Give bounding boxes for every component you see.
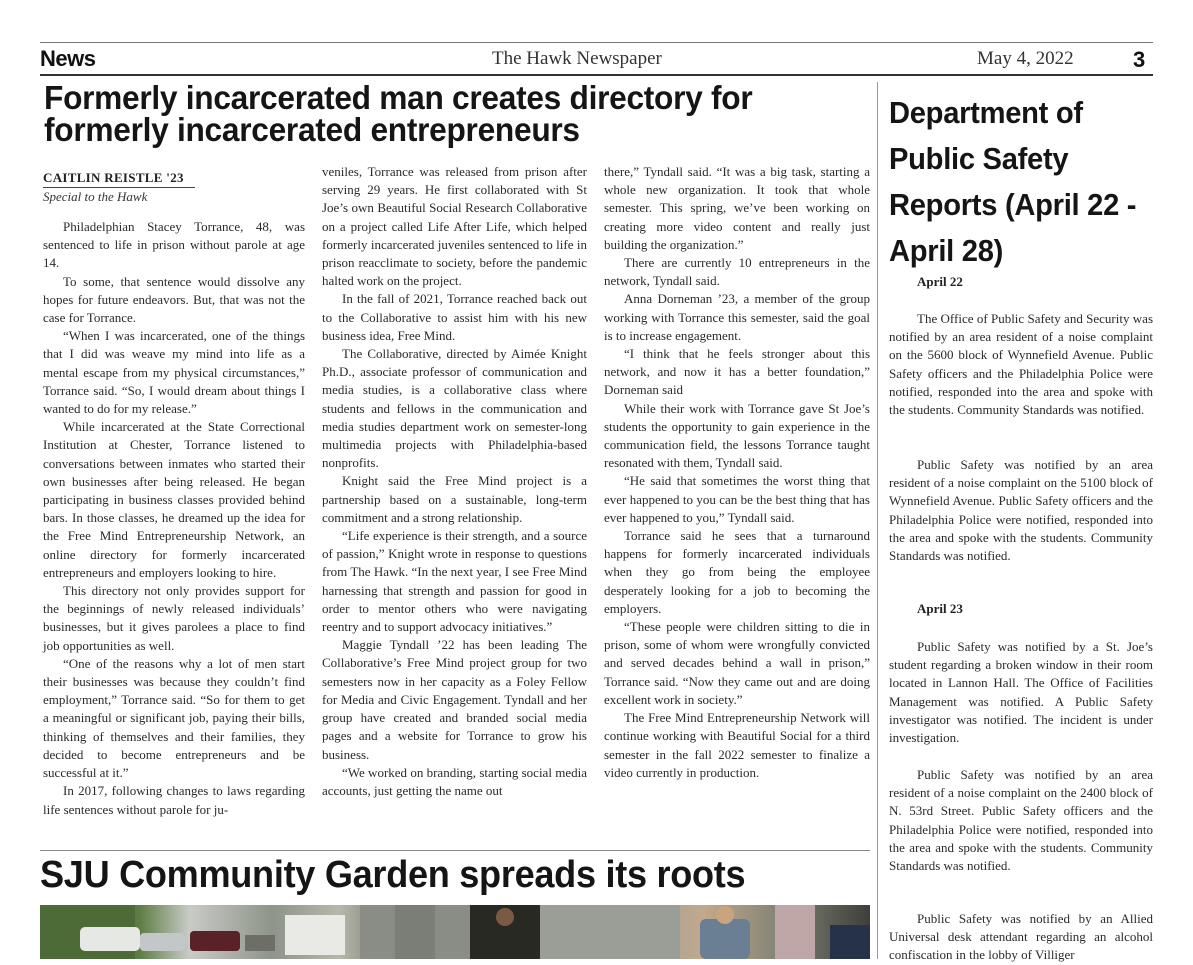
- issue-date: May 4, 2022: [977, 48, 1074, 69]
- paragraph: There are currently 10 entrepreneurs in the network, Tyndall said.: [604, 255, 870, 289]
- paragraph: “Life experience is their strength, and a source of passion,” Knight wrote in response to questions from The Hawk. “In the next year, I see Free Mind harnessing that strength and passion for good in order to mentor others who were navigating reentry and to support advocacy initiatives.”: [322, 528, 587, 635]
- report-item: [889, 910, 1153, 965]
- report-text: Public Safety was notified by a St. Joe’s student regarding a broken window in their room located in Lannon Hall. The Office of Facilities Management was notified. A Public Safety investigator was notified. The incident is under investigation.: [889, 639, 1153, 746]
- report-text: Public Safety was notified by an area resident of a noise complaint on the 2400 block of N. 53rd Street. Public Safety officers and the Philadelphia Police were notified, responded into the area and spoke with the students. Community Standards was notified.: [889, 767, 1153, 874]
- paragraph: While incarcerated at the State Correctional Institution at Chester, Torrance listened to conversations between inmates who started their own businesses after being released. He began participating in business classes provided behind bars. In those classes, he dreamed up the idea for the Free Mind Entrepreneurship Network, an online directory for formerly incarcerated entrepreneurs and employers looking to hire.: [43, 419, 305, 580]
- report-text: Public Safety was notified by an Allied Universal desk attendant regarding an alcohol confiscation in the lobby of Villiger: [889, 911, 1153, 963]
- report-text: Public Safety was notified by an area resident of a noise complaint on the 5100 block of Wynnefield Avenue. Public Safety officers and the Philadelphia Police were notified, responded into the area and spoke with the students. Community Standards was notified.: [889, 457, 1153, 564]
- paragraph: While their work with Torrance gave St Joe’s students the opportunity to gain experience in the communication field, the lessons Torrance taught resonated with them, Tyndall said.: [604, 400, 870, 471]
- paragraph: Knight said the Free Mind project is a partnership based on a sustainable, long-term commitment and a strong relationship.: [322, 473, 587, 525]
- paragraph: Maggie Tyndall ’22 has been leading The Collaborative’s Free Mind project group for two semesters now in her capacity as a Foley Fellow for Media and Civic Engagement. Tyndall and her group have created and branded social media pages and a website for Torrance to grow his business.: [322, 637, 587, 762]
- column-divider: [877, 82, 878, 959]
- report-text: The Office of Public Safety and Security was notified by an area resident of a noise complaint on the 5600 block of Wynnefield Avenue. Public Safety officers and the Philadelphia Police were notified, responded into the area and spoke with the students. Community Standards was notified.: [889, 311, 1153, 418]
- top-rule: [40, 42, 1153, 43]
- paragraph: “These people were children sitting to die in prison, some of whom were wrongfully convicted and served decades behind a wall in prison,” Torrance said. “Now they came out and are doing excellent work in society.”: [604, 619, 870, 707]
- report-date: April 22: [917, 274, 963, 289]
- report-item: [889, 456, 1153, 565]
- paragraph: This directory not only provides support for the beginnings of newly released individuals’ businesses, but it gives parolees a place to find job opportunities as well.: [43, 583, 305, 653]
- paragraph: “He said that sometimes the worst thing that ever happened to you can be the best thing that has ever happened to you,” Tyndall said.: [604, 473, 870, 525]
- header-rule: [40, 74, 1153, 76]
- report-item: [889, 310, 1153, 419]
- garden-photo-image: [40, 905, 870, 959]
- newspaper-name: The Hawk Newspaper: [492, 48, 662, 69]
- paragraph-continued: veniles, Torrance was released from prison after serving 29 years. He first collaborated with St Joe’s own Beautiful Social Research Collaborative on a project called Life After Life, which helped formerly incarcerated juveniles sentenced to life in prison reacclimate to society, before the pandemic halted work on the project.: [322, 164, 587, 289]
- section-label: News: [40, 46, 96, 71]
- byline: CAITLIN REISTLE '23: [43, 170, 184, 185]
- paragraph: Philadelphian Stacey Torrance, 48, was sentenced to life in prison without parole at age 14.: [43, 219, 305, 271]
- page-number: 3: [1133, 47, 1146, 72]
- report-item: [889, 766, 1153, 875]
- report-date: April 23: [917, 601, 963, 616]
- paragraph: To some, that sentence would dissolve any hopes for future endeavors. But, that was not the case for Torrance.: [43, 273, 305, 326]
- report-item: [889, 638, 1153, 747]
- paragraph: “When I was incarcerated, one of the things that I did was weave my mind into life as a mental escape from my physical circumstances,” Torrance said. “So, I would dream about things I wanted to do for my release.”: [43, 328, 305, 417]
- byline-credit: Special to the Hawk: [43, 189, 148, 204]
- article-column-3: [604, 163, 870, 782]
- paragraph: “We worked on branding, starting social media accounts, just getting the name out: [322, 764, 587, 798]
- paragraph: The Collaborative, directed by Aimée Knight Ph.D., associate professor of communication and media studies, is a collaborative class where students and fellows in the communication and media studies department work on semester-long multimedia projects with Philadelphia-based nonprofits.: [322, 346, 587, 471]
- byline-rule: [43, 187, 195, 188]
- paragraph: In the fall of 2021, Torrance reached back out to the Collaborative to assist him with his new business idea, Free Mind.: [322, 291, 587, 343]
- paragraph: Torrance said he sees that a turnaround happens for formerly incarcerated individuals when they go from being the employee desperately looking for a job to becoming the employers.: [604, 528, 870, 616]
- article-separator: [40, 850, 870, 851]
- main-headline: Formerly incarcerated man creates directory for formerly incarcerated entrepreneurs: [44, 79, 753, 148]
- paragraph: “One of the reasons why a lot of men start their businesses was because they couldn’t find employment,” Torrance said. “So for them to get a meaningful or significant job, paying their bills, thinking of themselves and their families, they decided to become entrepreneurs and be successful at it.”: [43, 655, 305, 781]
- sidebar-headline: Department of Public Safety Reports (April 22 - April 28): [889, 95, 1137, 268]
- paragraph-continued: there,” Tyndall said. “It was a big task, starting a whole new organization. It took that whole semester. This spring, we’ve been working on creating more video content and really just building the organization.”: [604, 164, 870, 252]
- article-column-1: [43, 218, 305, 819]
- paragraph: The Free Mind Entrepreneurship Network will continue working with Beautiful Social for a third semester in the fall 2022 semester to finalize a video currently in production.: [604, 710, 870, 780]
- paragraph: “I think that he feels stronger about this network, and now it has a better foundation,” Dorneman said: [604, 346, 870, 398]
- garden-photo: [40, 905, 870, 959]
- garden-headline: SJU Community Garden spreads its roots: [40, 854, 746, 896]
- article-column-2: [322, 163, 587, 800]
- paragraph: In 2017, following changes to laws regarding life sentences without parole for ju-: [43, 783, 305, 817]
- paragraph: Anna Dorneman ’23, a member of the group working with Torrance this semester, said the goal is to increase engagement.: [604, 291, 870, 343]
